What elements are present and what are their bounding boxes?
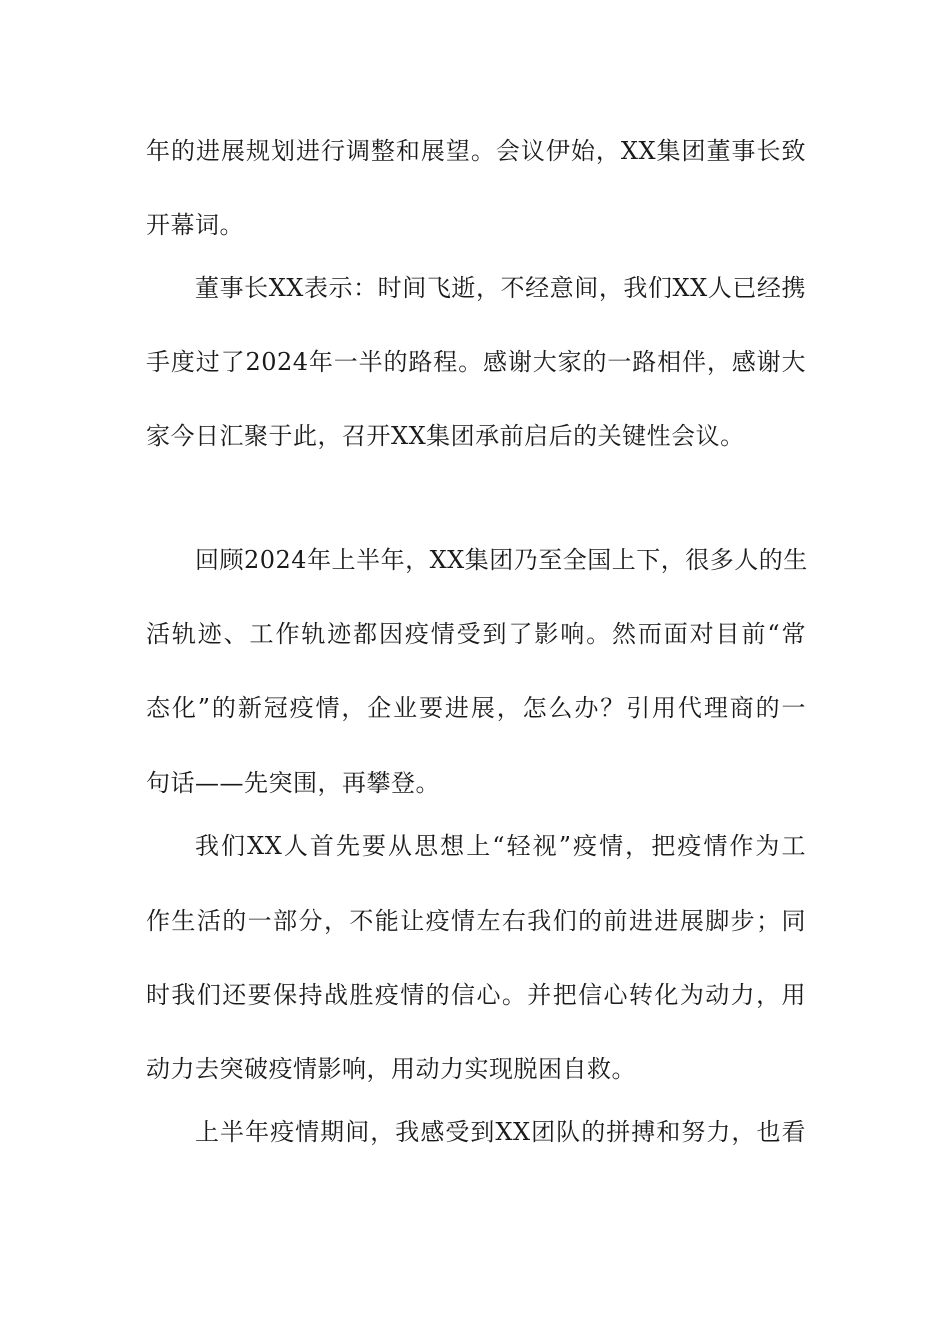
paragraph-first-line: 回顾2024年上半年，XX集团乃至全国上下，很多人的生 xyxy=(195,546,808,574)
text-line: 句话——先突围，再攀登。 xyxy=(146,769,440,797)
text-line: 动力去突破疫情影响，用动力实现脱困自救。 xyxy=(146,1055,636,1083)
paragraph-first-line: 董事长XX表示：时间飞逝，不经意间，我们XX人已经携 xyxy=(195,274,806,302)
text-line: 态化”的新冠疫情，企业要进展，怎么办？引用代理商的一 xyxy=(146,694,806,722)
text-line: 活轨迹、工作轨迹都因疫情受到了影响。然而面对目前“常 xyxy=(146,620,806,648)
text-line: 家今日汇聚于此，召开XX集团承前启后的关键性会议。 xyxy=(146,422,745,450)
text-line: 手度过了2024年一半的路程。感谢大家的一路相伴，感谢大 xyxy=(146,348,806,376)
paragraph-first-line: 我们XX人首先要从思想上“轻视”疫情，把疫情作为工 xyxy=(195,832,806,860)
text-line: 时我们还要保持战胜疫情的信心。并把信心转化为动力，用 xyxy=(146,981,806,1009)
text-line: 作生活的一部分，不能让疫情左右我们的前进进展脚步；同 xyxy=(146,907,806,935)
paragraph-first-line: 上半年疫情期间，我感受到XX团队的拼搏和努力，也看 xyxy=(195,1118,806,1146)
text-line: 年的进展规划进行调整和展望。会议伊始，XX集团董事长致 xyxy=(146,137,806,165)
text-line: 开幕词。 xyxy=(146,211,244,239)
